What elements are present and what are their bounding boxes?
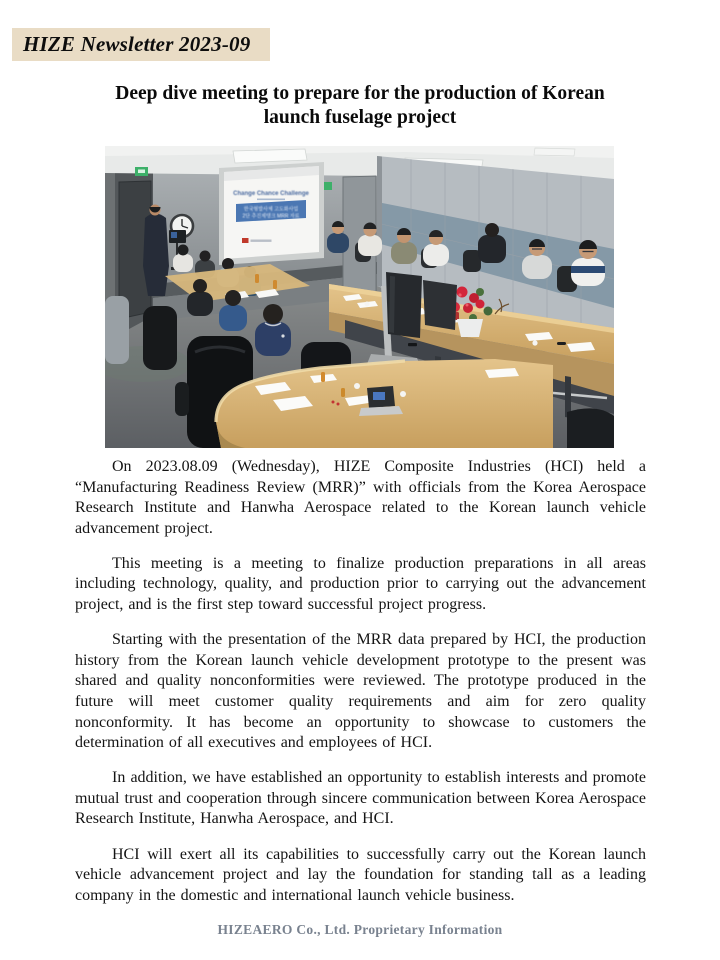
page-footer [0, 922, 720, 938]
body-paragraph: HCI will exert all its capabilities to successfully carry out the Korean launch vehicle advancement project and lay the foundation for standing tall as a leading company in the domestic and international launch vehicle business. [75, 845, 646, 904]
article-title-line2: launch fuselage project [263, 106, 457, 128]
jacket-on-chair [105, 296, 129, 364]
flower-vase [457, 319, 483, 337]
projection-screen [219, 162, 324, 265]
body-paragraph: This meeting is a meeting to finalize production preparations in all areas including technology, quality, and production prior to carrying out the advancement project, and is the first step toward successful project progress. [75, 554, 646, 614]
office-chair [567, 408, 614, 448]
bottle [341, 388, 345, 397]
meeting-room-illustration [105, 146, 614, 448]
remote-control [408, 343, 417, 346]
body-paragraph: In addition, we have established an opportunity to establish interests and promote mutual trust and cooperation through sincere communication between Korea Aerospace Research Institute, Hanwha Aerospace, and HCI. [75, 769, 646, 828]
slide-banner-line2: 2단 추진제탱크 MRR 자료 [242, 213, 300, 220]
slide-banner-line1: 한국형발사체 고도화사업 [243, 206, 299, 213]
slide-logo [242, 238, 249, 243]
slide-title: Change Chance Challenge [233, 191, 309, 197]
bottle [321, 372, 325, 382]
newsletter-badge [12, 28, 270, 61]
article-body [75, 457, 646, 921]
article-title [60, 82, 660, 129]
meeting-photo [105, 146, 614, 448]
body-paragraph: Starting with the presentation of the MRR data prepared by HCI, the production history from the Korean launch vehicle development prototype to the present was shared and quality nonconformities were reviewed. The prototype produced in the future will meet customer quality requirements and aim for zero quality nonconformity. It has become an opportunity to showcase to customers the determination of all executives and employees of HCI. [75, 631, 646, 752]
body-paragraph: On 2023.08.09 (Wednesday), HIZE Composite Industries (HCI) held a “Manufacturing Readiness Review (MRR)” with officials from the Korea Aerospace Research Institute and Hanwha Aerospace related to the Korean launch vehicle advancement project. [75, 458, 646, 537]
sunglasses [557, 342, 566, 345]
article-title-line1: Deep dive meeting to prepare for the production of Korean [115, 83, 605, 104]
proprietary-notice: HIZEAERO Co., Ltd. Proprietary Information [217, 922, 503, 937]
newsletter-badge-label: HIZE Newsletter 2023-09 [23, 32, 251, 56]
